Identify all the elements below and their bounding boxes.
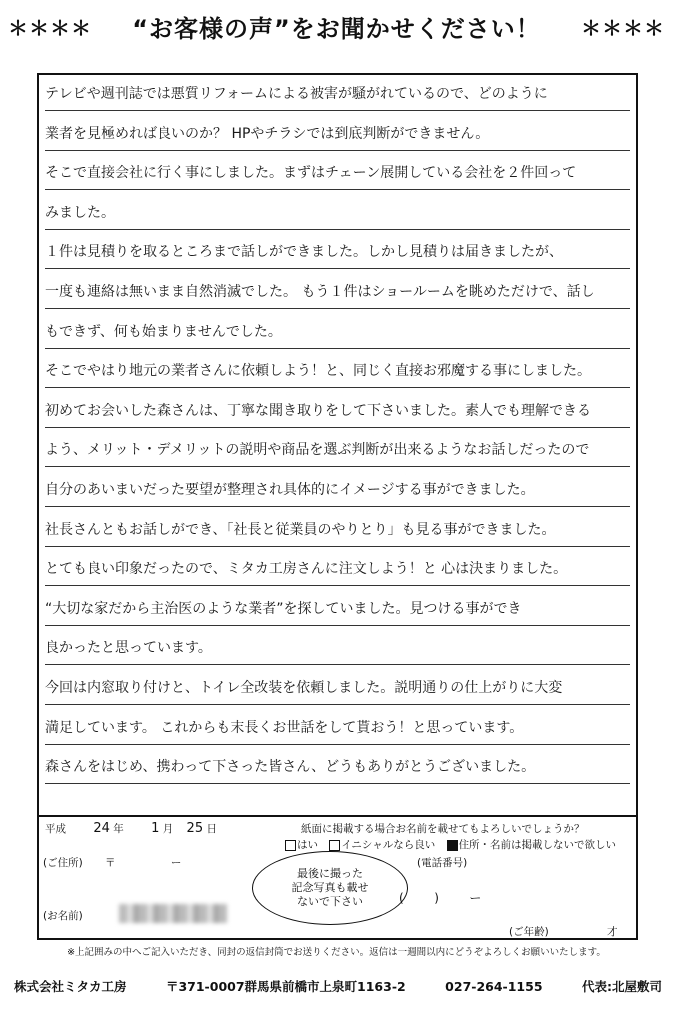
letter-line: 今回は内窓取り付けと、トイレ全改装を依頼しました。説明通りの仕上がりに大変 (45, 673, 630, 705)
date-field: 平成 24 年 1 月 25 日 (45, 821, 217, 836)
address-label: (ご住所) (43, 857, 83, 869)
customer-info-section (39, 815, 636, 944)
company-representative: 代表:北屋敷司 (581, 979, 662, 994)
letter-line: 自分のあいまいだった要望が整理され具体的にイメージする事ができました。 (45, 475, 630, 507)
month-value: 1 (151, 821, 160, 836)
letter-line: 一度も連絡は無いまま自然消滅でした。 もう１件はショールームを眺めただけで、話し (45, 277, 630, 309)
publish-question: 紙面に掲載する場合お名前を載せてもよろしいでしょうか？ (301, 823, 585, 835)
checkbox-no-publish[interactable] (447, 840, 458, 851)
age-label: (ご年齢) (509, 926, 549, 938)
stars-left: ＊＊＊＊ (8, 15, 92, 40)
letter-line: みました。 (45, 198, 630, 230)
letter-line: １件は見積りを取るところまで話しができました。しかし見積りは届きましたが、 (45, 237, 630, 269)
publish-options: はい イニシャルなら良い 住所・名前は掲載しないで欲しい (285, 837, 616, 852)
letter-line: 満足しています。 これからも末長くお世話をして貰おう！と思っています。 (45, 713, 630, 745)
letter-line: 初めてお会いした森さんは、丁寧な聞き取りをして下さいました。素人でも理解できる (45, 396, 630, 428)
letter-line: 業者を見極めれば良いのか？ HPやチラシでは到底判断ができません。 (45, 119, 630, 151)
return-instructions: ※上記囲みの中へご記入いただき、同封の返信封筒でお送りください。返信は一週間以内にどうぞよろしくお願いいたします。 (67, 947, 606, 958)
stars-right: ＊＊＊＊ (580, 15, 665, 40)
letter-line: そこで直接会社に行く事にしました。まずはチェーン展開している会社を２件回って (45, 158, 630, 190)
phone-label: (電話番号) (417, 857, 468, 869)
letter-line: もできず、何も始まりませんでした。 (45, 317, 630, 349)
page-title: “お客様の声”をお聞かせください！ (132, 14, 541, 43)
checkbox-yes[interactable] (285, 840, 296, 851)
company-name: 株式会社ミタカ工房 (14, 979, 127, 994)
name-label: (お名前) (43, 910, 83, 922)
letter-line: 社長さんともお話しができ、「社長と従業員のやりとり」も見る事ができました。 (45, 515, 630, 547)
day-value: 25 (186, 821, 204, 836)
letter-line: よう、メリット・デメリットの説明や商品を選ぶ判断が出来るようなお話しだったので (45, 435, 630, 467)
checkbox-initial[interactable] (329, 840, 340, 851)
company-phone: 027-264-1155 (445, 978, 543, 994)
company-address: 〒371-0007群馬県前橋市上泉町1163-2 (165, 979, 406, 994)
letter-line: テレビや週刊誌では悪質リフォームによる被害が騒がれているので、どのように (45, 79, 630, 111)
postal-field[interactable]: 〒 ー (105, 857, 182, 869)
speech-bubble-note: 最後に撮った 記念写真も載せ ないで下さい (252, 851, 408, 925)
letter-line: 良かったと思っています。 (45, 633, 630, 665)
phone-field[interactable]: ( ) ー (399, 891, 482, 905)
year-value: 24 (93, 821, 110, 836)
letter-line: 森さんをはじめ、携わって下さった皆さん、どうもありがとうございました。 (45, 752, 630, 784)
letter-line: とても良い印象だったので、ミタカ工房さんに注文しよう！と 心は決まりました。 (45, 554, 630, 586)
feedback-form-frame (37, 73, 638, 940)
handwritten-letter (39, 75, 636, 815)
letter-line: “大切な家だから主治医のような業者”を探していました。見つける事ができ (45, 594, 630, 626)
company-footer (14, 975, 662, 997)
age-unit: 才 (607, 926, 618, 938)
page-header (0, 6, 673, 46)
letter-line: そこでやはり地元の業者さんに依頼しよう！と、同じく直接お邪魔する事にしました。 (45, 356, 630, 388)
redacted-name (119, 904, 227, 923)
